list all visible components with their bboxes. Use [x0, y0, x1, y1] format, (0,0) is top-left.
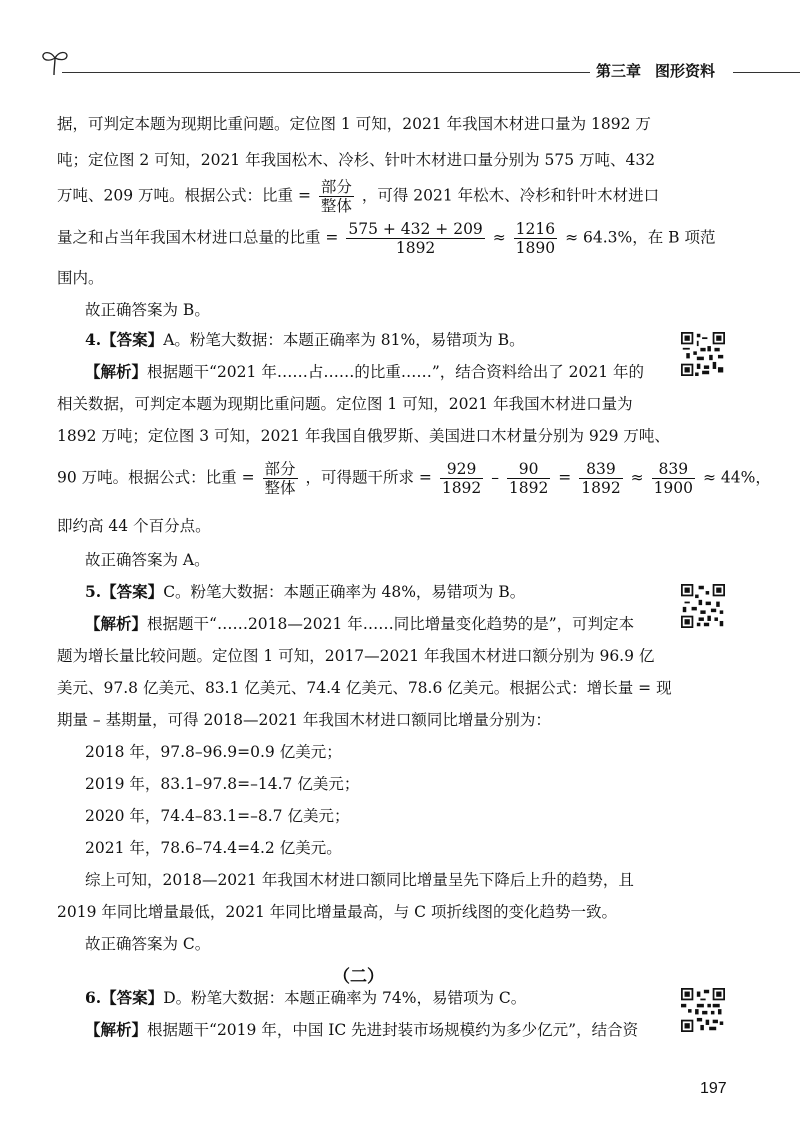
- text-span: ≈ 64.3%，在 B 项范: [565, 228, 716, 247]
- approx-sign: ≈: [492, 228, 506, 247]
- section-label: 图形资料: [655, 62, 716, 80]
- fraction-numerator: 90: [507, 460, 550, 479]
- fraction-denominator: 整体: [264, 479, 296, 497]
- question-6-analysis: [85, 1020, 638, 1040]
- text-span: ，可得题干所求 =: [305, 468, 432, 487]
- answer-tag: 6.【答案】: [85, 988, 164, 1007]
- question-4-analysis: [85, 362, 644, 382]
- question-5-analysis: [85, 614, 634, 634]
- text-line: 2019 年同比增量最低，2021 年同比增量最高，与 C 项折线图的变化趋势一致。: [57, 903, 617, 921]
- minus-sign: –: [491, 468, 499, 487]
- question-4-answer: [85, 330, 525, 350]
- text-line: 综上可知，2018—2021 年我国木材进口额同比增量呈先下降后上升的趋势，且: [85, 871, 634, 889]
- fraction-numerator: 部分: [264, 460, 296, 478]
- text-line: 期量 – 基期量，可得 2018—2021 年我国木材进口额同比增量分别为：: [57, 711, 551, 729]
- answer-tag: 4.【答案】: [85, 330, 164, 349]
- text-line: 吨；定位图 2 可知，2021 年我国松木、冷杉、针叶木材进口量分别为 575 万吨、432: [57, 151, 656, 169]
- fraction-sum: [346, 220, 484, 257]
- fraction-denominator: 1892: [581, 479, 621, 497]
- fraction-denominator: 1892: [395, 239, 436, 257]
- fraction-numerator: 575 + 432 + 209: [348, 220, 483, 238]
- answer-tag: 5.【答案】: [85, 582, 164, 601]
- analysis-tag: 【解析】: [85, 614, 148, 633]
- answer-line: 故正确答案为 A。: [85, 551, 210, 569]
- header-rule-left: [62, 72, 590, 73]
- text-line: 1892 万吨；定位图 3 可知，2021 年我国自俄罗斯、美国进口木材量分别为 929 万吨、: [57, 427, 670, 445]
- question-5-answer: [85, 582, 525, 602]
- fraction-ratio: [319, 178, 354, 215]
- text-line: 2020 年，74.4–83.1=–8.7 亿美元；: [85, 807, 350, 825]
- text-line: [57, 220, 715, 257]
- text-line: 即约高 44 个百分点。: [57, 517, 211, 535]
- text-line: [57, 178, 659, 215]
- fraction-numerator: 部分: [320, 178, 352, 196]
- fraction-numerator: 839: [579, 460, 622, 479]
- text-line: 题为增长量比较问题。定位图 1 可知，2017—2021 年我国木材进口额分别为 96.9 亿: [57, 647, 655, 665]
- qr-code-icon[interactable]: [681, 988, 725, 1032]
- text-line: 2019 年，83.1–97.8=–14.7 亿美元；: [85, 775, 360, 793]
- analysis-tag: 【解析】: [85, 362, 148, 381]
- text-span: 万吨、209 万吨。根据公式：比重 =: [57, 186, 311, 205]
- equals-sign: =: [558, 468, 572, 487]
- question-6-answer: [85, 988, 526, 1008]
- analysis-tag: 【解析】: [85, 1020, 148, 1039]
- header-rule-right: [733, 72, 800, 73]
- text-line: 2021 年，78.6–74.4=4.2 亿美元。: [85, 839, 342, 857]
- fraction-839-1900: [652, 460, 695, 497]
- qr-code-icon[interactable]: [681, 584, 725, 628]
- chapter-label: 第三章: [596, 62, 642, 80]
- fraction-denominator: 1892: [441, 479, 482, 497]
- text-span: 根据题干“……2018—2021 年……同比增量变化趋势的是”，可判定本: [147, 615, 635, 633]
- answer-line: 故正确答案为 B。: [85, 301, 210, 319]
- fraction-numerator: 929: [440, 460, 483, 479]
- section-heading: （二）: [333, 967, 384, 987]
- page-header: [0, 0, 800, 90]
- text-span: 根据题干“2021 年……占……的比重……”，结合资料给出了 2021 年的: [147, 363, 645, 381]
- fraction-ratio: [263, 460, 298, 497]
- fraction-denominator: 1890: [515, 239, 556, 257]
- text-span: 根据题干“2019 年，中国 IC 先进封装市场规模约为多少亿元”，结合资: [147, 1021, 639, 1039]
- text-span: 90 万吨。根据公式：比重 =: [57, 468, 255, 487]
- fraction-denominator: 1892: [508, 479, 549, 497]
- page-number: 197: [700, 1080, 727, 1097]
- qr-code-icon[interactable]: [681, 332, 725, 376]
- fraction-90: [507, 460, 550, 497]
- text-span: ，可得 2021 年松木、冷杉和针叶木材进口: [361, 186, 660, 205]
- fraction-numerator: 1216: [515, 220, 556, 238]
- text-line: 围内。: [57, 269, 104, 287]
- fraction-result: [514, 220, 557, 257]
- fraction-839-1892: [579, 460, 622, 497]
- text-span: ≈ 44%，: [702, 468, 771, 487]
- fraction-denominator: 1900: [653, 479, 694, 497]
- fraction-numerator: 839: [652, 460, 695, 479]
- fraction-denominator: 整体: [320, 197, 352, 215]
- chapter-heading: [596, 60, 729, 81]
- text-span: A。粉笔大数据：本题正确率为 81%，易错项为 B。: [163, 331, 525, 349]
- answer-line: 故正确答案为 C。: [85, 935, 211, 953]
- text-line: 据，可判定本题为现期比重问题。定位图 1 可知，2021 年我国木材进口量为 1892 万: [57, 115, 651, 133]
- text-span: C。粉笔大数据：本题正确率为 48%，易错项为 B。: [163, 583, 526, 601]
- text-line: 相关数据，可判定本题为现期比重问题。定位图 1 可知，2021 年我国木材进口量为: [57, 395, 633, 413]
- text-span: D。粉笔大数据：本题正确率为 74%，易错项为 C。: [163, 989, 527, 1007]
- fraction-929: [440, 460, 483, 497]
- text-line: 美元、97.8 亿美元、83.1 亿美元、74.4 亿美元、78.6 亿美元。根据公式：增长量 = 现: [57, 679, 672, 697]
- text-line: 2018 年，97.8–96.9=0.9 亿美元；: [85, 743, 342, 761]
- text-line: [57, 460, 771, 497]
- approx-sign: ≈: [630, 468, 644, 487]
- text-span: 量之和占当年我国木材进口总量的比重 =: [57, 228, 339, 247]
